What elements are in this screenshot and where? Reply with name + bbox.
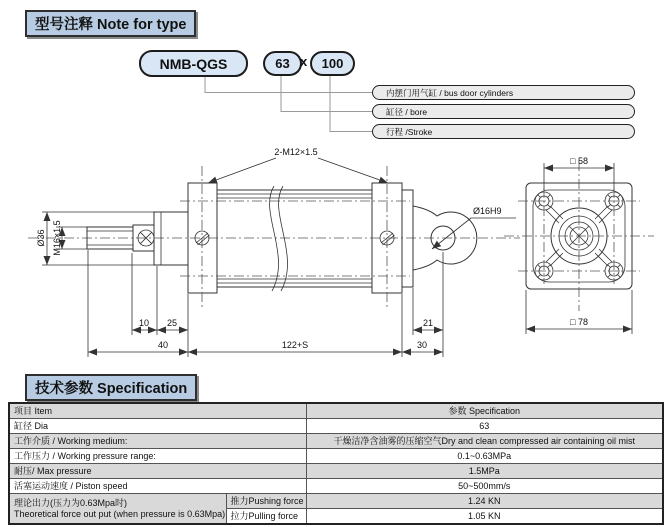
specification-header: 技术参数 Specification [25, 374, 197, 401]
table-row [9, 479, 663, 494]
dim-30: 30 [416, 340, 428, 350]
row-item-theoretical-force [9, 494, 226, 525]
model-connector-lines [205, 74, 372, 132]
side-view [28, 147, 520, 357]
push-force-label: 推力Pushing force [226, 494, 306, 509]
dim-25: 25 [166, 318, 178, 328]
row-item: 工作介质 / Working medium: [9, 434, 306, 449]
row-value: 0.1~0.63MPa [306, 449, 663, 464]
spec-table [8, 402, 664, 525]
dim-10: 10 [138, 318, 150, 328]
model-label-series: 内摆门用气缸 / bus door cylinders [372, 85, 635, 100]
dim-21: 21 [422, 318, 434, 328]
dim-sq78: □ 78 [570, 317, 588, 327]
col-header-item: 项目 Item [9, 403, 306, 419]
table-row [9, 403, 663, 419]
dim-sq58: □ 58 [570, 156, 588, 166]
col-header-value: 参数 Specification [306, 403, 663, 419]
row-item: 工作压力 / Working pressure range: [9, 449, 306, 464]
row-value: 63 [306, 419, 663, 434]
model-separator: x [300, 54, 308, 69]
dim-rod-thread: M16×1.5 [52, 220, 62, 256]
model-series-pill: NMB-QGS [139, 50, 248, 77]
dim-ports: 2-M12×1.5 [274, 147, 318, 157]
push-force-value: 1.24 KN [306, 494, 663, 509]
row-item: 活塞运动速度 / Piston speed [9, 479, 306, 494]
dim-40: 40 [157, 340, 169, 350]
table-row [9, 419, 663, 434]
pull-force-value: 1.05 KN [306, 509, 663, 525]
table-row [9, 449, 663, 464]
model-stroke-pill: 100 [310, 51, 355, 76]
pull-force-label: 拉力Pulling force [226, 509, 306, 525]
dim-stroke: 122+S [281, 340, 309, 350]
row-item: 耐压/ Max pressure [9, 464, 306, 479]
dim-rod-dia: Ø36 [36, 229, 46, 247]
row-value: 50~500mm/s [306, 479, 663, 494]
row-value: 干燥洁净含油雾的压缩空气Dry and clean compressed air containing oil mist [306, 434, 663, 449]
model-bore-pill: 63 [263, 51, 302, 76]
force-item-cn: 理论出力(压力为0.63Mpa时) [14, 498, 128, 509]
row-item: 缸径 Dia [9, 419, 306, 434]
model-label-stroke: 行程 /Stroke [372, 124, 635, 139]
end-view [504, 156, 654, 334]
model-label-bore: 缸径 / bore [372, 104, 635, 119]
force-item-en: Theoretical force out put (when pressure is 0.63Mpa) [14, 508, 226, 519]
row-value: 1.5MPa [306, 464, 663, 479]
table-row [9, 494, 663, 509]
dim-clevis-hole: Ø16H9 [473, 206, 502, 216]
note-for-type-header: 型号注释 Note for type [25, 10, 196, 37]
table-row [9, 434, 663, 449]
table-row [9, 464, 663, 479]
